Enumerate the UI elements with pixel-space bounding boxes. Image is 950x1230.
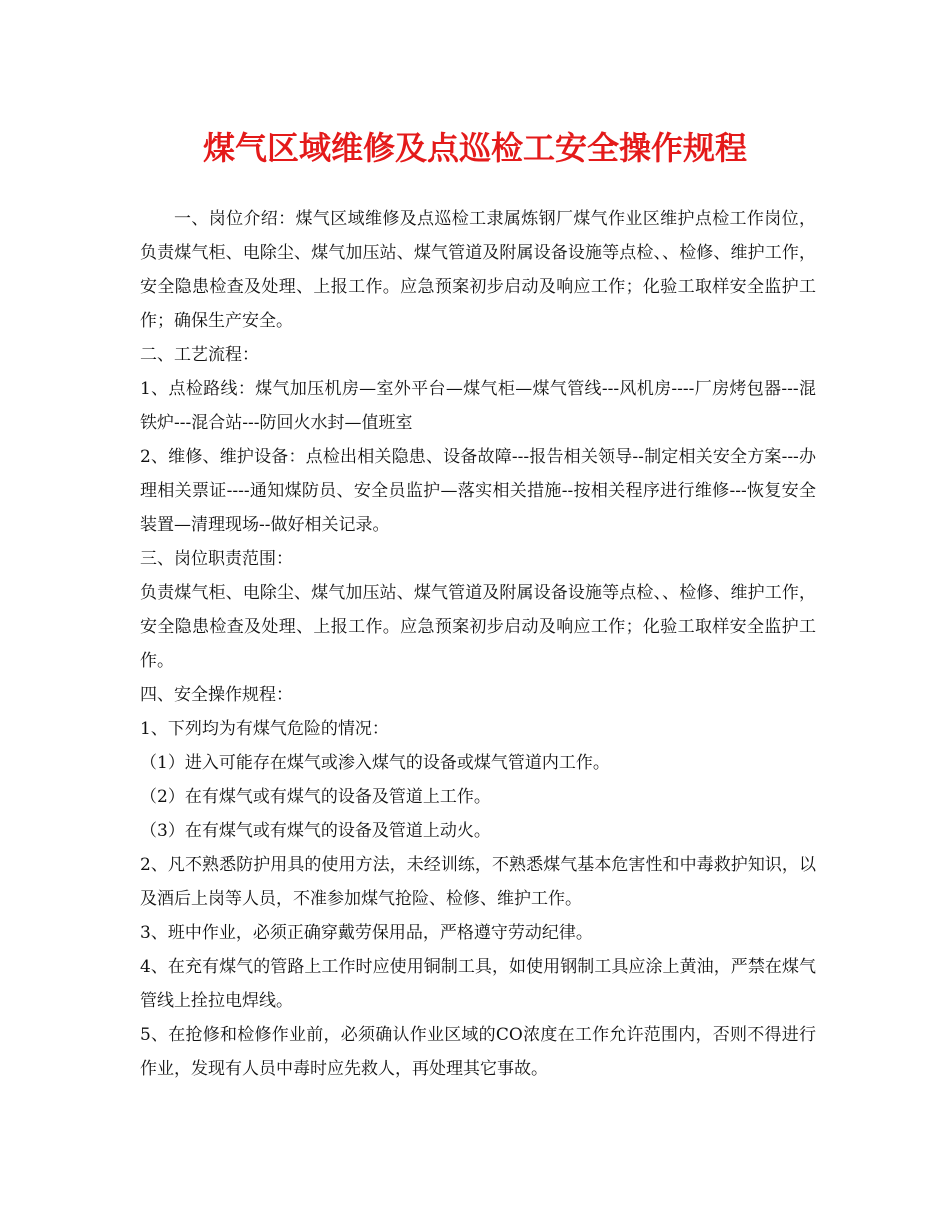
rule-3: 3、班中作业，必须正确穿戴劳保用品，严格遵守劳动纪律。 [140, 923, 593, 943]
maintenance-procedure: 2、维修、维护设备：点检出相关隐患、设备故障---报告相关领导--制定相关安全方案---办理相关票证----通知煤防员、安全员监护—落实相关措施--按相关程序进行维修---恢复安全装置—清理现场--做好相关记录。 [140, 447, 816, 535]
rule-1-item-3: （3）在有煤气或有煤气的设备及管道上动火。 [140, 821, 491, 841]
rule-1-item-2: （2）在有煤气或有煤气的设备及管道上工作。 [140, 787, 491, 807]
rule-1: 1、下列均为有煤气危险的情况： [140, 719, 389, 739]
rule-4: 4、在充有煤气的管路上工作时应使用铜制工具，如使用钢制工具应涂上黄油，严禁在煤气管线上拴拉电焊线。 [140, 957, 816, 1011]
document-title: 煤气区域维修及点巡检工安全操作规程 [202, 129, 747, 167]
document-body [140, 202, 816, 1086]
rule-2: 2、凡不熟悉防护用具的使用方法，未经训练，不熟悉煤气基本危害性和中毒救护知识，以及酒后上岗等人员，不准参加煤气抢险、检修、维护工作。 [140, 855, 816, 909]
rule-5: 5、在抢修和检修作业前，必须确认作业区域的CO浓度在工作允许范围内，否则不得进行作业，发现有人员中毒时应先救人，再处理其它事故。 [140, 1025, 816, 1079]
rule-1-item-1: （1）进入可能存在煤气或渗入煤气的设备或煤气管道内工作。 [140, 753, 610, 773]
section-3-heading: 三、岗位职责范围： [140, 549, 293, 569]
section-2-heading: 二、工艺流程： [140, 345, 259, 365]
responsibility-scope: 负责煤气柜、电除尘、煤气加压站、煤气管道及附属设备设施等点检、、检修、维护工作，安全隐患检查及处理、上报工作。应急预案初步启动及响应工作；化验工取样安全监护工作。 [140, 583, 816, 671]
section-4-heading: 四、安全操作规程： [140, 685, 293, 705]
inspection-route: 1、点检路线：煤气加压机房—室外平台—煤气柜—煤气管线---风机房----厂房烤包器---混铁炉---混合站---防回火水封—值班室 [140, 379, 816, 433]
section-1-intro: 一、岗位介绍：煤气区域维修及点巡检工隶属炼钢厂煤气作业区维护点检工作岗位，负责煤气柜、电除尘、煤气加压站、煤气管道及附属设备设施等点检、、检修、维护工作，安全隐患检查及处理、上报工作。应急预案初步启动及响应工作；化验工取样安全监护工作；确保生产安全。 [140, 209, 816, 331]
